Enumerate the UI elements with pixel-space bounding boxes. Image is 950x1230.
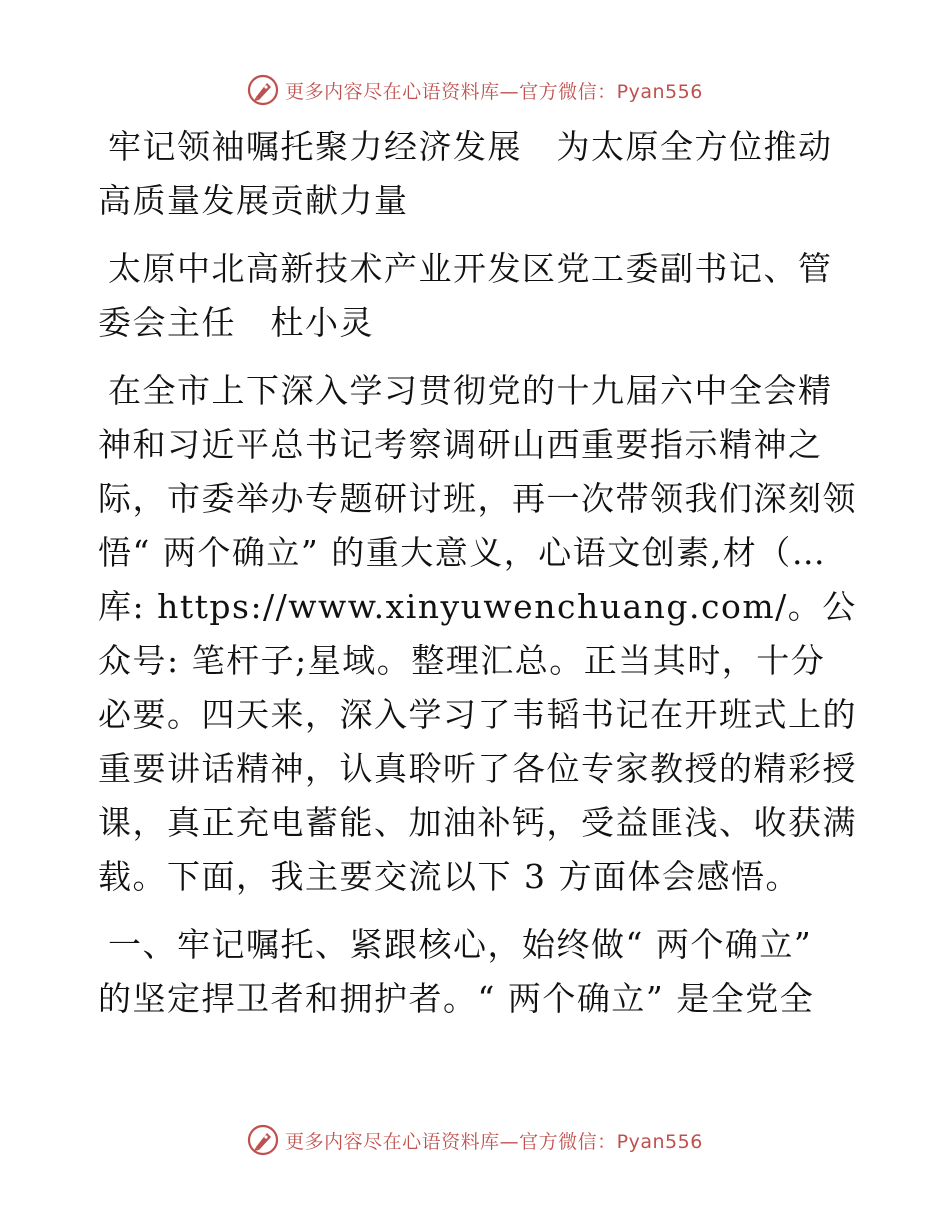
pen-nib-logo-icon: [247, 74, 279, 106]
document-title-text: 牢记领袖嘱托聚力经济发展 为太原全方位推动高质量发展贡献力量: [98, 127, 833, 220]
document-body: [98, 120, 858, 1040]
header-banner: [0, 70, 950, 110]
paragraph-intro: [98, 364, 858, 904]
document-title: [98, 120, 858, 228]
author-line: [98, 242, 858, 350]
paragraph-intro-text: 在全市上下深入学习贯彻党的十九届六中全会精神和习近平总书记考察调研山西重要指示精神之际，市委举办专题研讨班，再一次带领我们深刻领悟“ 两个确立” 的重大意义，心语文创素,材（…库: https://www.xinyuwenchuang.com/。公众号: 笔杆子;星域。整理汇总。正当其时，十分必要。四天来，深入学习了韦韬书记在开班式上的重要讲话精神，认真聆听了各位专家教授的精彩授课，真正充电蓄能、加油补钙，受益匪浅、收获满载。下面，我主要交流以下 3 方面体会感悟。: [98, 371, 857, 896]
footer-banner: [0, 1120, 950, 1160]
paragraph-section-one-text: 一、牢记嘱托、紧跟核心，始终做“ 两个确立” 的坚定捍卫者和拥护者。“ 两个确立” 是全党全: [98, 925, 815, 1018]
footer-banner-text: 更多内容尽在心语资料库—官方微信：Pyan556: [285, 1130, 703, 1153]
header-banner-text: 更多内容尽在心语资料库—官方微信：Pyan556: [285, 80, 703, 103]
pen-nib-logo-icon: [247, 1124, 279, 1156]
paragraph-section-one: [98, 918, 858, 1026]
author-line-text: 太原中北高新技术产业开发区党工委副书记、管委会主任 杜小灵: [98, 249, 833, 342]
